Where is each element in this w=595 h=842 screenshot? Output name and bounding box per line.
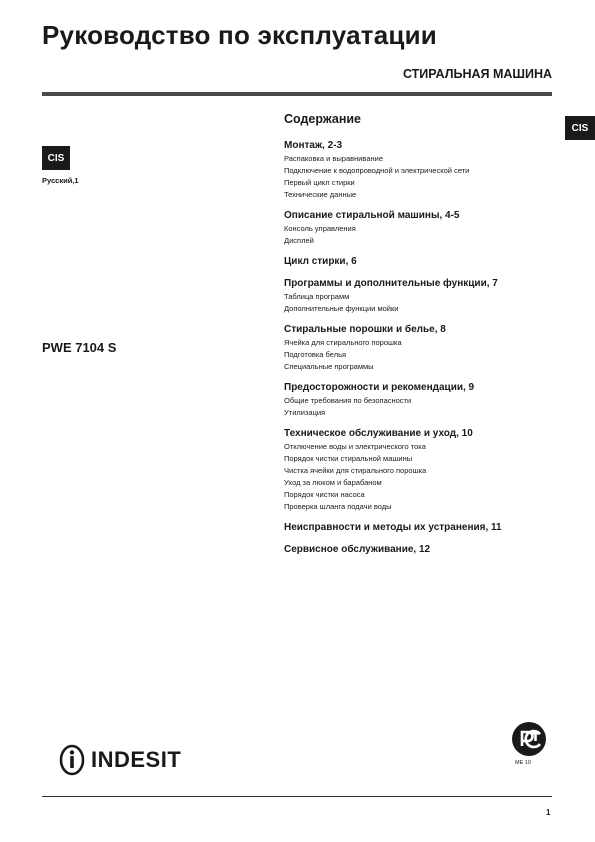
toc-item: Порядок чистки насоса xyxy=(284,490,365,499)
toc-sections xyxy=(284,139,554,557)
toc-item: Распаковка и выравнивание xyxy=(284,154,384,163)
toc-section xyxy=(284,543,554,557)
toc-item: Ячейка для стирального порошка xyxy=(284,338,402,347)
footer-divider xyxy=(42,796,552,797)
header-divider xyxy=(42,92,552,96)
region-badge: CIS xyxy=(42,146,70,170)
toc-section xyxy=(284,521,554,535)
toc-section xyxy=(284,323,554,373)
toc-section-title: Описание стиральной машины, 4-5 xyxy=(284,210,460,221)
toc-section-title: Программы и дополнительные функции, 7 xyxy=(284,278,498,289)
toc-item: Подключение к водопроводной и электрической сети xyxy=(284,166,470,175)
toc-item: Дисплей xyxy=(284,236,314,245)
toc-item: Чистка ячейки для стирального порошка xyxy=(284,466,427,475)
toc-item: Дополнительные функции мойки xyxy=(284,304,399,313)
side-tab-badge: CIS xyxy=(565,116,595,140)
certification-code: ME 10 xyxy=(515,760,531,766)
toc-item: Специальные программы xyxy=(284,362,374,371)
toc-section xyxy=(284,277,554,315)
toc-section-title: Предосторожности и рекомендации, 9 xyxy=(284,382,475,393)
table-of-contents xyxy=(284,112,554,565)
model-number: PWE 7104 S xyxy=(42,340,117,355)
toc-section-title: Стиральные порошки и белье, 8 xyxy=(284,324,446,335)
toc-item: Таблица программ xyxy=(284,292,350,301)
toc-section xyxy=(284,139,554,201)
toc-section xyxy=(284,427,554,513)
toc-item: Проверка шланга подачи воды xyxy=(284,502,392,511)
language-reference: Русский,1 xyxy=(42,176,79,185)
toc-section xyxy=(284,255,554,269)
page-title: Руководство по эксплуатации xyxy=(42,20,437,50)
toc-item: Общие требования по безопасности xyxy=(284,396,412,405)
certification-mark xyxy=(511,721,547,757)
toc-section-title: Цикл стирки, 6 xyxy=(284,256,357,267)
toc-item: Первый цикл стирки xyxy=(284,178,355,187)
page-number: 1 xyxy=(546,808,551,817)
toc-section-title: Неисправности и методы их устранения, 11 xyxy=(284,522,502,533)
toc-item: Порядок чистки стиральной машины xyxy=(284,454,413,463)
toc-section-title: Техническое обслуживание и уход, 10 xyxy=(284,428,473,439)
page-subtitle: СТИРАЛЬНАЯ МАШИНА xyxy=(402,67,552,81)
toc-item: Утилизация xyxy=(284,408,326,417)
brand-name: INDESIT xyxy=(91,747,182,772)
toc-item: Консоль управления xyxy=(284,224,356,233)
toc-item: Подготовка белья xyxy=(284,350,347,359)
toc-section xyxy=(284,209,554,247)
toc-item: Уход за люком и барабаном xyxy=(284,478,382,487)
brand-logo xyxy=(57,740,207,780)
toc-item: Технические данные xyxy=(284,190,357,199)
indesit-logo-icon xyxy=(57,743,87,777)
toc-section xyxy=(284,381,554,419)
toc-section-title: Монтаж, 2-3 xyxy=(284,140,343,151)
toc-section-title: Сервисное обслуживание, 12 xyxy=(284,544,431,555)
toc-heading: Содержание xyxy=(284,112,362,126)
toc-item: Отключение воды и электрического тока xyxy=(284,442,426,451)
rst-certification-icon xyxy=(511,721,547,757)
